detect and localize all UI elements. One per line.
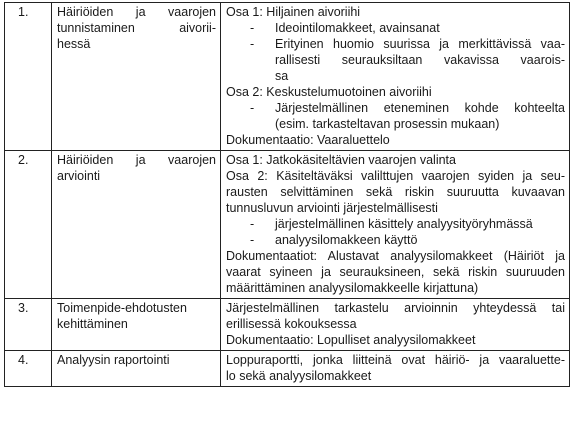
step-number: 2. [5,151,52,299]
content-paragraph-line: Loppuraportti, jonka liitteinä ovat häiriö- ja vaaraluette- [226,353,565,367]
list-item-line: - Järjestelmällinen eteneminen kohde kohteelta [275,101,565,115]
table-row [5,299,570,351]
bullet-list [226,36,565,84]
bullet-list [226,232,565,248]
step-number: 3. [5,299,52,351]
step-number: 1. [5,3,52,151]
step-title [52,151,221,299]
bullet-list [226,20,565,36]
list-item-line: - järjestelmällinen käsittely analyysityöryhmässä [275,217,533,231]
list-item-line: sa [275,69,289,83]
step-title-line: Häiriöiden ja vaarojen [57,153,216,167]
list-item [226,100,565,132]
table-row [5,3,570,151]
list-item-line: - Ideointilomakkeet, avainsanat [275,21,440,35]
list-item-line: rallisesti seurauksiltaan vakavissa vaarois- [275,53,565,67]
content-paragraph-line: vaarat syineen ja seurauksineen, sekä riskin suuruuden [226,265,565,279]
content-paragraph-line: Dokumentaatiot: Alustavat analyysilomakkeet (Häiriöt ja [226,249,565,263]
content-paragraph-line: Osa 2: Käsiteltäväksi valilttujen vaarojen syiden ja seu- [226,169,565,183]
step-title [52,3,221,151]
table-row [5,151,570,299]
content-paragraph-line: tunnusluvun arviointi järjestelmällisesti [226,201,438,215]
list-item-line: - analyysilomakkeen käyttö [275,233,418,247]
analysis-steps-table [4,2,570,387]
step-title [52,351,221,387]
list-item [226,20,565,36]
list-item-line: (esim. tarkasteltavan prosessin mukaan) [275,117,500,131]
step-title-line: Toimenpide-ehdotusten [57,301,187,315]
list-item [226,216,565,232]
step-title [52,299,221,351]
content-paragraph: Dokumentaatio: Lopulliset analyysilomakkeet [226,333,476,347]
step-title-line: kehittäminen [57,317,128,331]
content-paragraph: Dokumentaatio: Vaaraluettelo [226,133,390,147]
content-paragraph-line: määrittäminen analyysilomakkeelle kirjattuna) [226,281,479,295]
list-item [226,36,565,84]
bullet-list [226,100,565,132]
content-paragraph-line: Järjestelmällinen tarkastelu arvioinnin yhteydessä tai [226,301,565,315]
content-paragraph: Osa 2: Keskustelumuotoinen aivoriihi [226,85,432,99]
content-paragraph: Osa 1: Jatkokäsiteltävien vaarojen valinta [226,153,456,167]
step-title-line: tunnistaminen aivorii- [57,21,216,35]
content-paragraph: Osa 1: Hiljainen aivoriihi [226,5,361,19]
content-paragraph-line: rausten selvittäminen sekä riskin suuruutta kuvaavan [226,185,565,199]
content-paragraph-line: lo sekä analyysilomakkeet [226,369,372,383]
step-title-line: Häiriöiden ja vaarojen [57,5,216,19]
step-title-line: hessä [57,37,91,51]
step-content [221,351,570,387]
list-item [226,232,565,248]
table-row [5,351,570,387]
step-number: 4. [5,351,52,387]
step-title-line: arviointi [57,169,101,183]
step-content [221,151,570,299]
bullet-list [226,216,565,232]
step-content [221,299,570,351]
content-paragraph-line: erillisessä kokouksessa [226,317,357,331]
list-item-line: - Erityinen huomio suurissa ja merkittävissä vaa- [275,37,565,51]
step-content [221,3,570,151]
step-title-line: Analyysin raportointi [57,353,170,367]
